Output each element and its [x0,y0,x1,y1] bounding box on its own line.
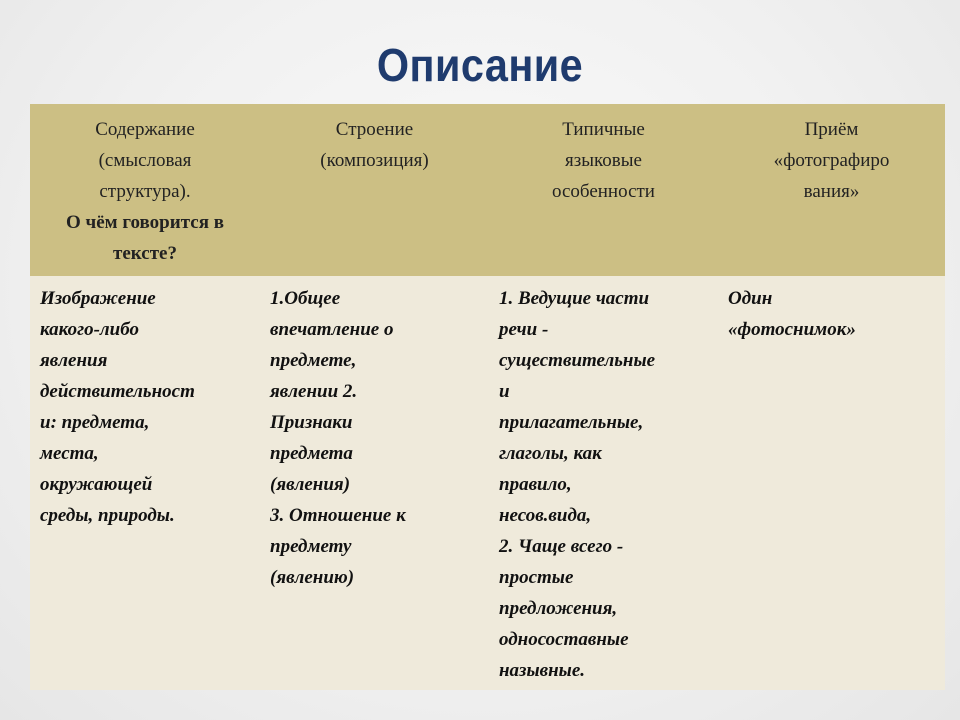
header-cell-language-features [489,104,718,276]
cell-line: односоставные [499,629,629,650]
cell-line: явления [40,350,108,371]
header-line: О чём говорится в [66,212,224,233]
header-line: (смысловая [98,150,192,171]
page-title: Описание [376,39,584,91]
header-cell-structure [260,104,489,276]
cell-line: среды, природы. [40,505,175,526]
cell-line: (явления) [270,474,351,495]
cell-line: назывные. [499,660,586,681]
cell-line: правило, [499,474,572,495]
header-line: Строение [335,119,414,140]
header-line: «фотографиро [773,150,890,171]
cell-line: места, [40,443,99,464]
cell-line: существительные [499,350,656,371]
cell-line: «фотоснимок» [728,319,856,340]
body-cell-content [30,276,260,690]
cell-line: Один [728,288,773,309]
body-cell-technique [718,276,945,690]
cell-line: несов.вида, [499,505,592,526]
cell-line: Признаки [270,412,353,433]
cell-line: окружающей [40,474,153,495]
cell-line: Изображение [40,288,156,309]
cell-line: впечатление о [270,319,394,340]
cell-line: глаголы, как [499,443,602,464]
header-cell-content [30,104,260,276]
cell-line: 2. Чаще всего - [499,536,624,557]
header-line: особенности [552,181,655,202]
header-line: структура). [99,181,191,202]
header-line: Содержание [95,119,195,140]
body-cell-structure [260,276,489,690]
header-line: языковые [565,150,642,171]
cell-line: (явлению) [270,567,355,588]
cell-line: и [499,381,510,402]
header-line: вания» [803,181,860,202]
header-line: тексте? [113,243,177,264]
header-line: Приём [804,119,859,140]
cell-line: предложения, [499,598,618,619]
cell-line: явлении 2. [270,381,358,402]
cell-line: 1.Общее [270,288,341,309]
cell-line: простые [499,567,574,588]
cell-line: речи - [499,319,549,340]
header-line: (композиция) [320,150,429,171]
cell-line: 3. Отношение к [270,505,406,526]
header-cell-technique [718,104,945,276]
cell-line: какого-либо [40,319,139,340]
description-table [30,104,945,690]
cell-line: и: предмета, [40,412,150,433]
cell-line: действительност [40,381,195,402]
header-line: Типичные [562,119,645,140]
cell-line: предмету [270,536,352,557]
cell-line: предмета [270,443,353,464]
cell-line: 1. Ведущие части [499,288,650,309]
cell-line: прилагательные, [499,412,644,433]
cell-line: предмете, [270,350,357,371]
body-cell-language-features [489,276,718,690]
